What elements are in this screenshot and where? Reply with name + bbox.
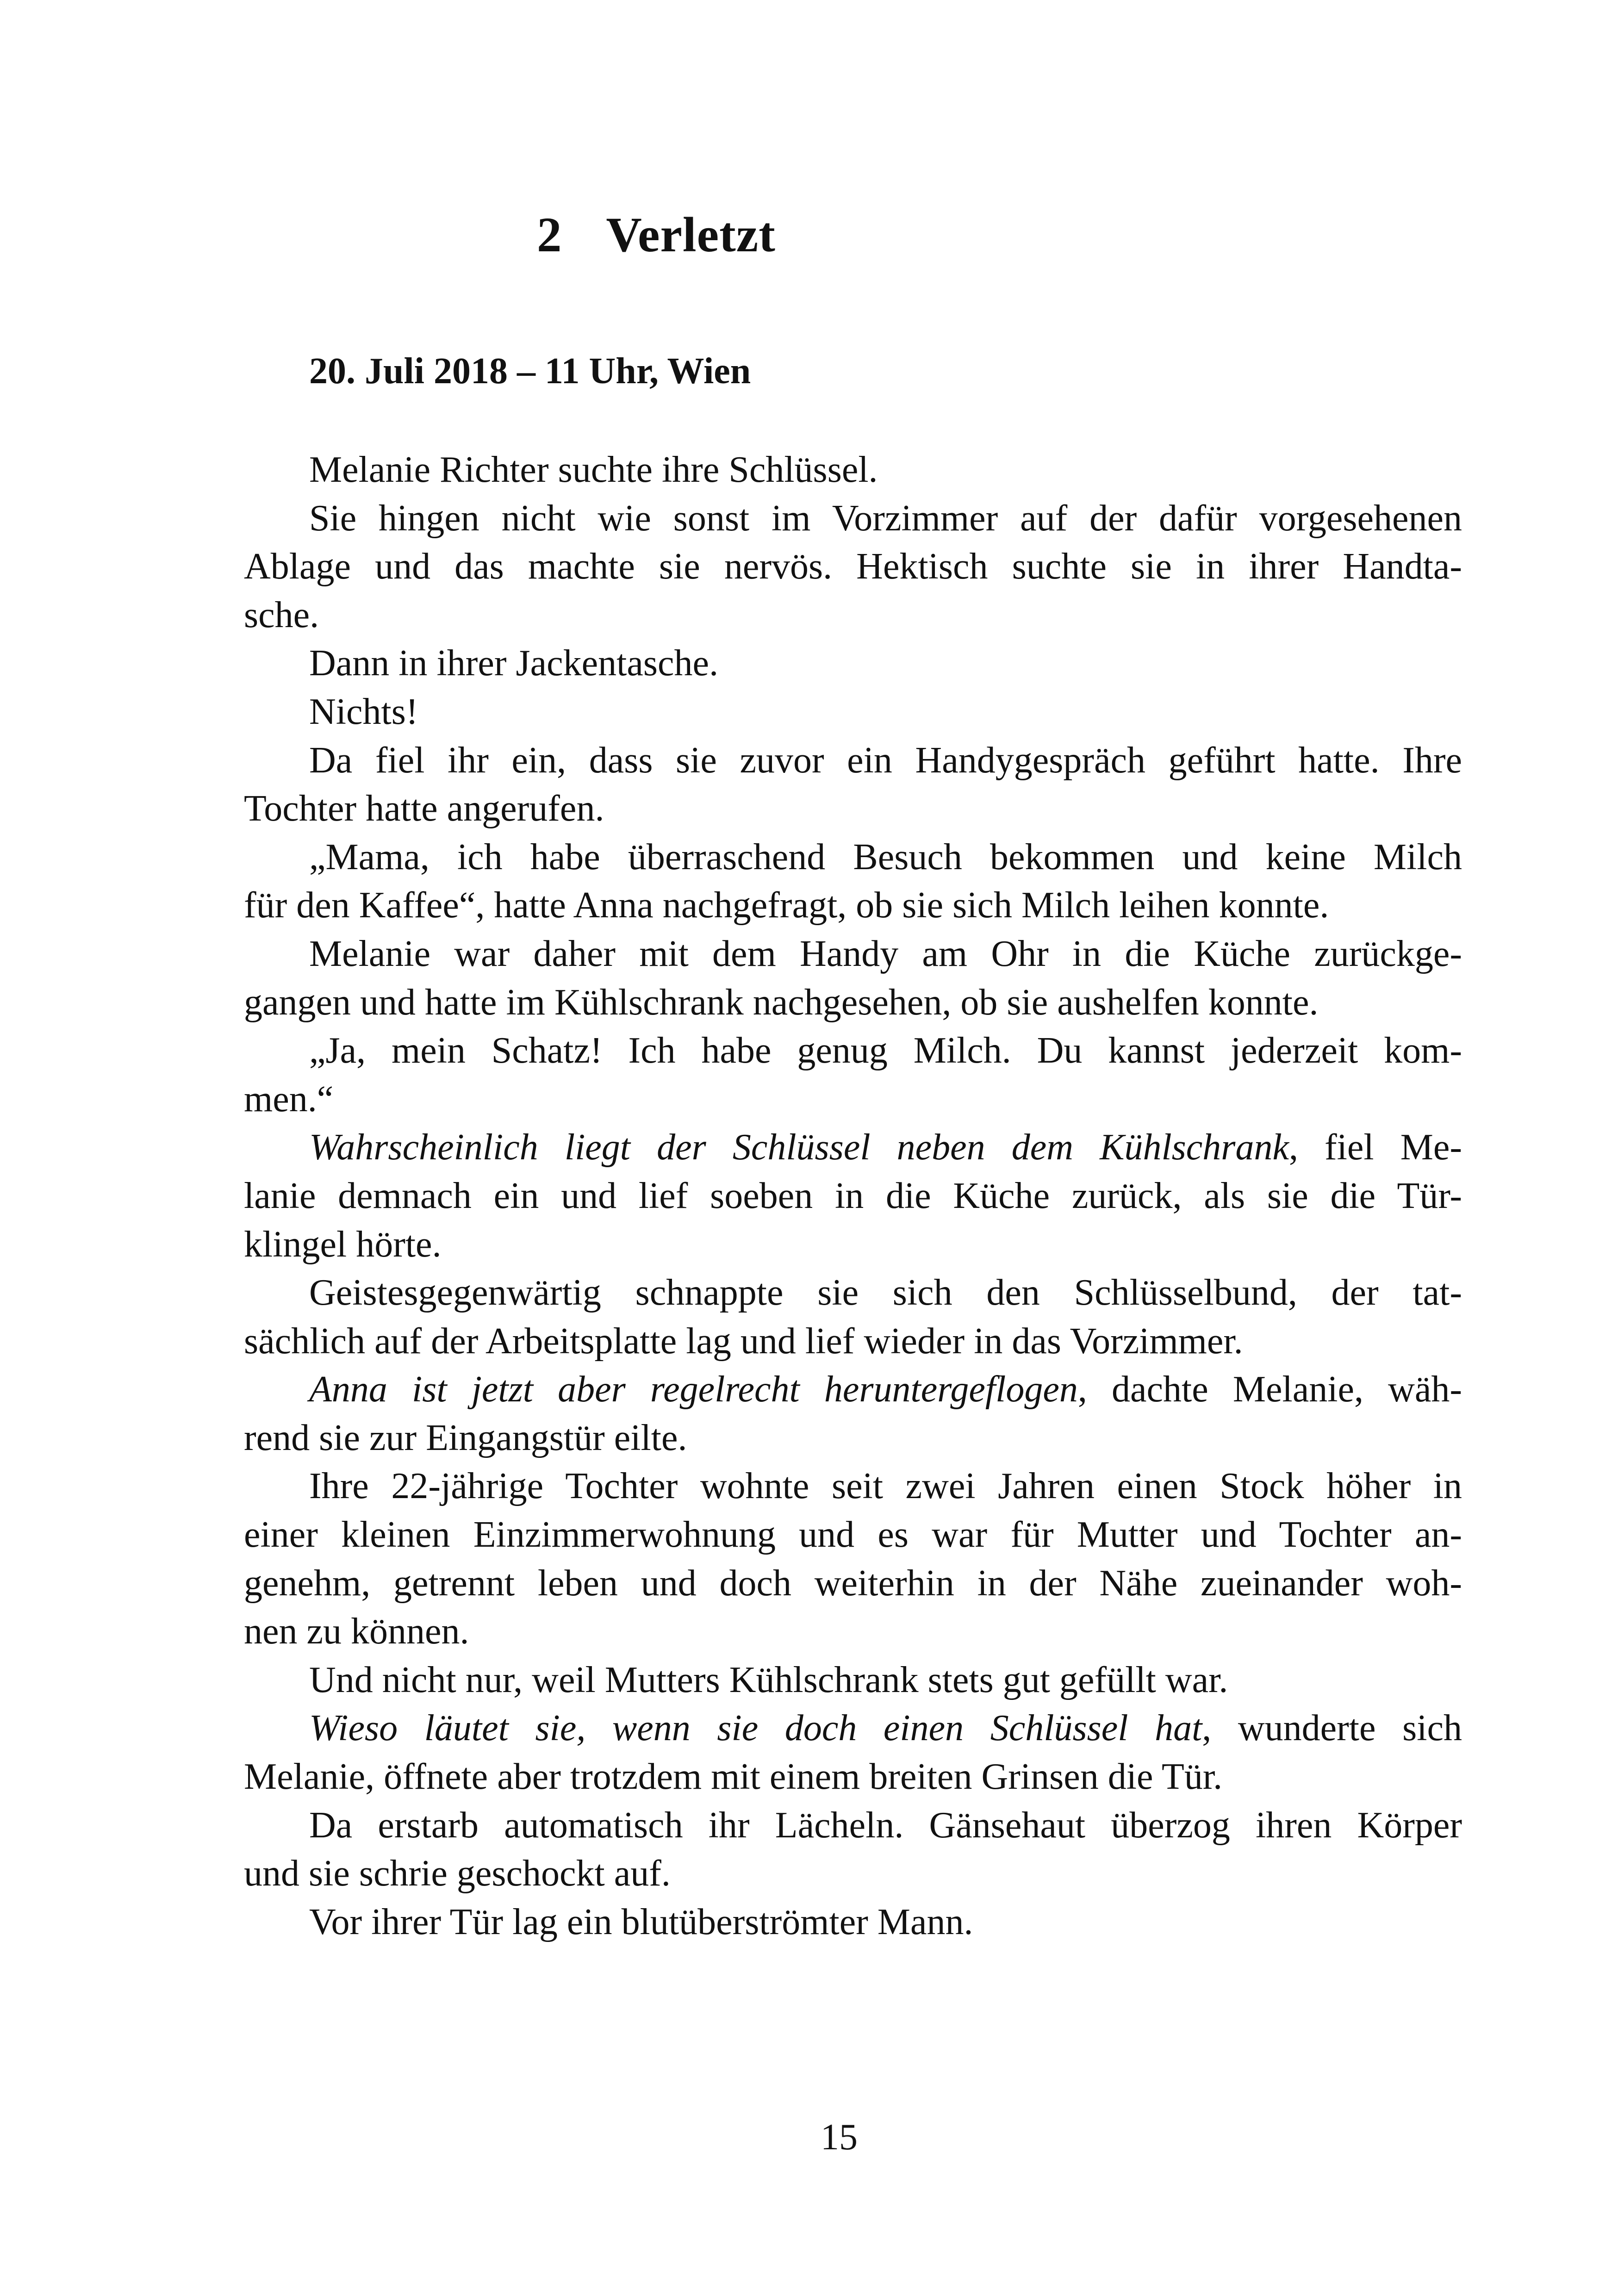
text-line	[244, 446, 1462, 494]
line-text: , fiel Me-	[1288, 1127, 1462, 1168]
text-line	[244, 1898, 1462, 1947]
line-text: Geistesgegenwärtig schnappte sie sich den Schlüsselbund, der tat-	[309, 1272, 1462, 1313]
line-text: Melanie, öffnete aber trotzdem mit einem breiten Grinsen die Tür.	[244, 1756, 1223, 1798]
line-text: , wunderte sich	[1202, 1708, 1462, 1749]
text-line	[244, 591, 1462, 640]
line-text: Melanie war daher mit dem Handy am Ohr in die Küche zurückge-	[309, 933, 1462, 974]
text-line	[244, 881, 1462, 930]
text-line	[244, 736, 1462, 785]
italic-thought: Anna ist jetzt aber regelrecht heruntergeflogen	[309, 1369, 1078, 1410]
text-line	[244, 1462, 1462, 1511]
text-line	[244, 542, 1462, 591]
line-text: lanie demnach ein und lief soeben in die Küche zurück, als sie die Tür-	[244, 1175, 1462, 1216]
line-text: genehm, getrennt leben und doch weiterhin in der Nähe zueinander woh-	[244, 1562, 1462, 1604]
text-line	[244, 1123, 1462, 1172]
line-text: für den Kaffee“, hatte Anna nachgefragt, ob sie sich Milch leihen konnte.	[244, 885, 1329, 926]
line-text: Sie hingen nicht wie sonst im Vorzimmer auf der dafür vorgesehenen	[309, 498, 1462, 539]
text-line	[244, 784, 1462, 833]
line-text: sächlich auf der Arbeitsplatte lag und lief wieder in das Vorzimmer.	[244, 1320, 1243, 1362]
text-line	[244, 688, 1462, 736]
text-line	[244, 930, 1462, 978]
text-line	[244, 1801, 1462, 1850]
line-text: Ablage und das machte sie nervös. Hektisch suchte sie in ihrer Handta-	[244, 546, 1462, 587]
line-text: sche.	[244, 594, 319, 635]
italic-thought: Wahrscheinlich liegt der Schlüssel neben dem Kühlschrank	[309, 1127, 1289, 1168]
line-text: Da fiel ihr ein, dass sie zuvor ein Handygespräch geführt hatte. Ihre	[309, 740, 1462, 781]
text-line	[244, 1704, 1462, 1753]
text-line	[244, 1365, 1462, 1414]
text-line	[244, 1656, 1462, 1705]
chapter-title: Verletzt	[606, 208, 776, 262]
line-text: „Mama, ich habe überraschend Besuch bekommen und keine Milch	[309, 836, 1462, 877]
line-text: Dann in ihrer Jackentasche.	[309, 643, 719, 684]
line-text: nen zu können.	[244, 1611, 469, 1652]
text-line	[244, 1753, 1462, 1801]
text-line	[244, 1607, 1462, 1656]
line-text: Vor ihrer Tür lag ein blutüberströmter Mann.	[309, 1901, 973, 1942]
text-line	[244, 494, 1462, 543]
text-line	[244, 833, 1462, 882]
text-line	[244, 1220, 1462, 1269]
text-line	[244, 978, 1462, 1027]
text-line	[244, 1269, 1462, 1317]
line-text: gangen und hatte im Kühlschrank nachgesehen, ob sie aushelfen konnte.	[244, 982, 1319, 1023]
line-text: Und nicht nur, weil Mutters Kühlschrank stets gut gefüllt war.	[309, 1659, 1228, 1700]
text-line	[244, 1414, 1462, 1462]
text-line	[244, 639, 1462, 688]
chapter-number: 2	[537, 208, 562, 262]
chapter-heading	[537, 208, 776, 262]
text-line	[244, 1849, 1462, 1898]
italic-thought: Wieso läutet sie, wenn sie doch einen Schlüssel hat	[309, 1708, 1202, 1749]
line-text: einer kleinen Einzimmerwohnung und es war für Mutter und Tochter an-	[244, 1514, 1462, 1556]
text-line	[244, 1075, 1462, 1124]
line-text: Melanie Richter suchte ihre Schlüssel.	[309, 449, 878, 490]
line-text: rend sie zur Eingangstür eilte.	[244, 1417, 687, 1458]
line-text: und sie schrie geschockt auf.	[244, 1853, 671, 1894]
line-text: klingel hörte.	[244, 1224, 442, 1265]
line-text: , dachte Melanie, wäh-	[1077, 1369, 1462, 1410]
line-text: „Ja, mein Schatz! Ich habe genug Milch. Du kannst jederzeit kom-	[309, 1030, 1462, 1071]
line-text: Da erstarb automatisch ihr Lächeln. Gänsehaut überzog ihren Körper	[309, 1804, 1462, 1846]
text-line	[244, 1027, 1462, 1075]
text-line	[244, 1317, 1462, 1366]
line-text: Tochter hatte angerufen.	[244, 788, 604, 829]
text-line	[244, 1559, 1462, 1608]
line-text: Nichts!	[309, 691, 418, 732]
page-number: 15	[821, 2117, 858, 2158]
text-line	[244, 1511, 1462, 1559]
text-line	[244, 1172, 1462, 1220]
chapter-body-text	[244, 446, 1462, 1946]
line-text: men.“	[244, 1078, 334, 1120]
line-text: Ihre 22-jährige Tochter wohnte seit zwei Jahren einen Stock höher in	[309, 1466, 1462, 1507]
dateline: 20. Juli 2018 – 11 Uhr, Wien	[309, 351, 751, 392]
